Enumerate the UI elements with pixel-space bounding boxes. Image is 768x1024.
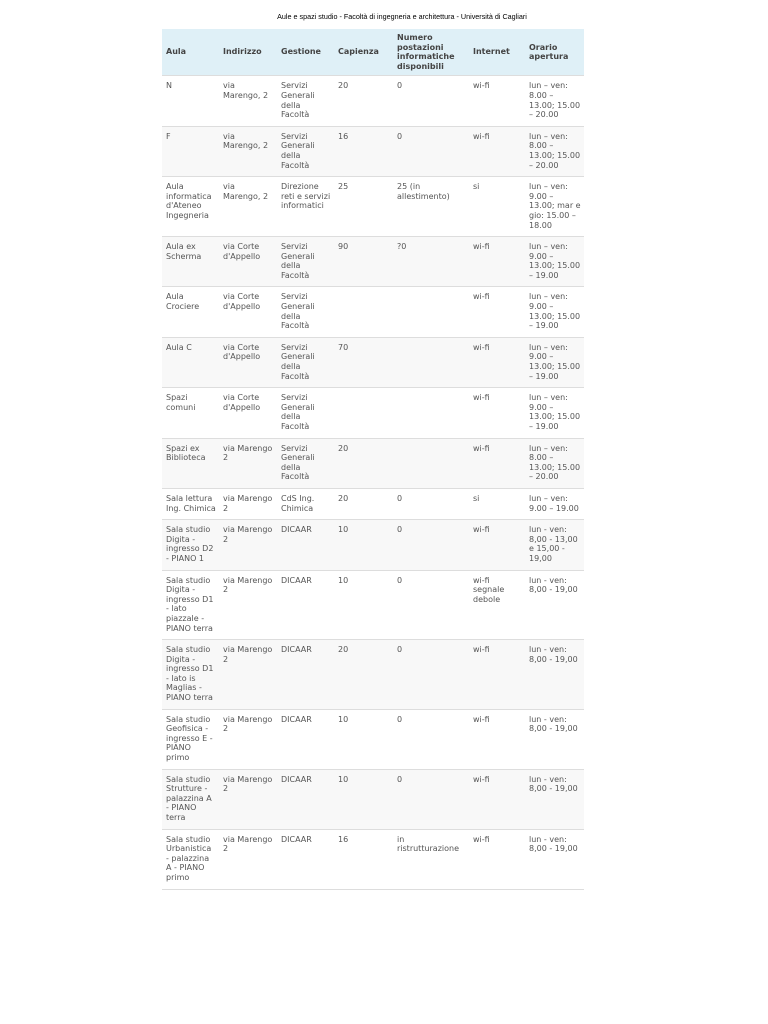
header-gestione: Gestione <box>277 29 334 76</box>
cell-orario: lun - ven: 8,00 - 19,00 <box>525 829 584 889</box>
cell-internet: wi-fi <box>469 126 525 176</box>
cell-indirizzo: via Marengo, 2 <box>219 126 277 176</box>
cell-gestione: Servizi Generali della Facoltà <box>277 438 334 488</box>
page-title: Aule e spazi studio - Facoltà di ingegneria e architettura - Università di Cagliari <box>277 12 527 21</box>
cell-internet: si <box>469 488 525 519</box>
cell-orario: lun - ven: 8,00 - 13,00 e 15,00 - 19,00 <box>525 520 584 570</box>
cell-postazioni: 0 <box>393 76 469 126</box>
cell-aula: Sala studio Digita - ingresso D1 - lato is Maglias - PIANO terra <box>162 640 219 710</box>
cell-indirizzo: via Marengo 2 <box>219 769 277 829</box>
cell-aula: Sala studio Digita - ingresso D2 - PIANO 1 <box>162 520 219 570</box>
cell-orario: lun - ven: 8,00 - 19,00 <box>525 640 584 710</box>
cell-gestione: Servizi Generali della Facoltà <box>277 287 334 337</box>
cell-indirizzo: via Marengo 2 <box>219 520 277 570</box>
cell-aula: Aula Crociere <box>162 287 219 337</box>
cell-capienza: 16 <box>334 829 393 889</box>
table-row <box>162 829 584 889</box>
cell-internet: wi-fi <box>469 640 525 710</box>
cell-gestione: Direzione reti e servizi informatici <box>277 177 334 237</box>
table-row <box>162 438 584 488</box>
cell-postazioni: ?0 <box>393 237 469 287</box>
cell-gestione: Servizi Generali della Facoltà <box>277 337 334 387</box>
rooms-table <box>162 29 584 890</box>
cell-internet: wi-fi <box>469 337 525 387</box>
cell-capienza: 25 <box>334 177 393 237</box>
table-row <box>162 769 584 829</box>
cell-internet: wi-fi <box>469 769 525 829</box>
cell-postazioni: 0 <box>393 126 469 176</box>
table-row <box>162 337 584 387</box>
cell-capienza: 16 <box>334 126 393 176</box>
cell-capienza: 10 <box>334 520 393 570</box>
table-row <box>162 237 584 287</box>
cell-indirizzo: via Corte d'Appello <box>219 388 277 438</box>
cell-capienza <box>334 388 393 438</box>
cell-gestione: DICAAR <box>277 829 334 889</box>
cell-orario: lun – ven: 9.00 – 13.00; 15.00 – 19.00 <box>525 388 584 438</box>
cell-gestione: Servizi Generali della Facoltà <box>277 237 334 287</box>
cell-orario: lun – ven: 9.00 – 13.00; mar e gio: 15.00 – 18.00 <box>525 177 584 237</box>
cell-capienza: 10 <box>334 709 393 769</box>
cell-aula: Spazi comuni <box>162 388 219 438</box>
table-row <box>162 287 584 337</box>
cell-indirizzo: via Marengo 2 <box>219 488 277 519</box>
cell-postazioni: 0 <box>393 640 469 710</box>
cell-aula: Aula C <box>162 337 219 387</box>
cell-gestione: DICAAR <box>277 709 334 769</box>
table-row <box>162 520 584 570</box>
cell-capienza <box>334 287 393 337</box>
cell-postazioni: 0 <box>393 520 469 570</box>
cell-gestione: DICAAR <box>277 769 334 829</box>
cell-internet: wi-fi <box>469 388 525 438</box>
cell-orario: lun - ven: 8,00 - 19,00 <box>525 769 584 829</box>
table-row <box>162 126 584 176</box>
header-aula: Aula <box>162 29 219 76</box>
table-row <box>162 640 584 710</box>
cell-capienza: 90 <box>334 237 393 287</box>
cell-indirizzo: via Marengo 2 <box>219 438 277 488</box>
cell-orario: lun – ven: 9.00 – 13.00; 15.00 – 19.00 <box>525 237 584 287</box>
cell-capienza: 20 <box>334 438 393 488</box>
cell-aula: Aula ex Scherma <box>162 237 219 287</box>
cell-orario: lun – ven: 8.00 – 13.00; 15.00 – 20.00 <box>525 126 584 176</box>
cell-internet: wi-fi segnale debole <box>469 570 525 640</box>
cell-postazioni: 0 <box>393 570 469 640</box>
cell-internet: wi-fi <box>469 76 525 126</box>
header-indirizzo: Indirizzo <box>219 29 277 76</box>
cell-internet: si <box>469 177 525 237</box>
cell-aula: N <box>162 76 219 126</box>
table-body <box>162 76 584 889</box>
header-capienza: Capienza <box>334 29 393 76</box>
cell-orario: lun – ven: 9.00 – 13.00; 15.00 – 19.00 <box>525 287 584 337</box>
table-row <box>162 570 584 640</box>
cell-capienza: 70 <box>334 337 393 387</box>
cell-postazioni: 0 <box>393 709 469 769</box>
cell-indirizzo: via Marengo 2 <box>219 829 277 889</box>
cell-internet: wi-fi <box>469 287 525 337</box>
header-orario: Orario apertura <box>525 29 584 76</box>
cell-postazioni <box>393 287 469 337</box>
cell-capienza: 10 <box>334 570 393 640</box>
cell-indirizzo: via Corte d'Appello <box>219 237 277 287</box>
cell-capienza: 20 <box>334 640 393 710</box>
cell-aula: Sala studio Digita - ingresso D1 - lato piazzale - PIANO terra <box>162 570 219 640</box>
cell-orario: lun – ven: 8.00 – 13.00; 15.00 – 20.00 <box>525 76 584 126</box>
cell-aula: Spazi ex Biblioteca <box>162 438 219 488</box>
cell-indirizzo: via Marengo, 2 <box>219 177 277 237</box>
cell-orario: lun – ven: 8.00 – 13.00; 15.00 – 20.00 <box>525 438 584 488</box>
cell-capienza: 20 <box>334 76 393 126</box>
cell-aula: Sala studio Geofisica - ingresso E - PIANO primo <box>162 709 219 769</box>
cell-gestione: Servizi Generali della Facoltà <box>277 126 334 176</box>
cell-orario: lun – ven: 9.00 – 13.00; 15.00 – 19.00 <box>525 337 584 387</box>
cell-indirizzo: via Corte d'Appello <box>219 287 277 337</box>
table-row <box>162 76 584 126</box>
cell-orario: lun - ven: 8,00 - 19,00 <box>525 570 584 640</box>
cell-internet: wi-fi <box>469 237 525 287</box>
cell-gestione: Servizi Generali della Facoltà <box>277 76 334 126</box>
cell-indirizzo: via Corte d'Appello <box>219 337 277 387</box>
table-row <box>162 388 584 438</box>
header-postazioni: Numero postazioni informatiche disponibili <box>393 29 469 76</box>
cell-aula: Sala lettura Ing. Chimica <box>162 488 219 519</box>
cell-internet: wi-fi <box>469 438 525 488</box>
cell-postazioni: 0 <box>393 488 469 519</box>
cell-gestione: CdS Ing. Chimica <box>277 488 334 519</box>
table-header-row <box>162 29 584 76</box>
table-row <box>162 709 584 769</box>
cell-capienza: 20 <box>334 488 393 519</box>
cell-internet: wi-fi <box>469 829 525 889</box>
cell-postazioni <box>393 337 469 387</box>
cell-gestione: Servizi Generali della Facoltà <box>277 388 334 438</box>
table-row <box>162 488 584 519</box>
cell-gestione: DICAAR <box>277 570 334 640</box>
cell-indirizzo: via Marengo 2 <box>219 640 277 710</box>
cell-postazioni: 0 <box>393 769 469 829</box>
header-internet: Internet <box>469 29 525 76</box>
cell-gestione: DICAAR <box>277 520 334 570</box>
cell-indirizzo: via Marengo 2 <box>219 709 277 769</box>
cell-aula: F <box>162 126 219 176</box>
cell-aula: Aula informatica d'Ateneo Ingegneria <box>162 177 219 237</box>
cell-postazioni: 25 (in allestimento) <box>393 177 469 237</box>
cell-orario: lun – ven: 9.00 – 19.00 <box>525 488 584 519</box>
cell-internet: wi-fi <box>469 520 525 570</box>
cell-indirizzo: via Marengo, 2 <box>219 76 277 126</box>
cell-internet: wi-fi <box>469 709 525 769</box>
cell-orario: lun - ven: 8,00 - 19,00 <box>525 709 584 769</box>
cell-indirizzo: via Marengo 2 <box>219 570 277 640</box>
table-row <box>162 177 584 237</box>
cell-aula: Sala studio Urbanistica - palazzina A - PIANO primo <box>162 829 219 889</box>
cell-aula: Sala studio Strutture - palazzina A - PIANO terra <box>162 769 219 829</box>
cell-postazioni <box>393 388 469 438</box>
cell-gestione: DICAAR <box>277 640 334 710</box>
cell-postazioni <box>393 438 469 488</box>
cell-postazioni: in ristrutturazione <box>393 829 469 889</box>
cell-capienza: 10 <box>334 769 393 829</box>
